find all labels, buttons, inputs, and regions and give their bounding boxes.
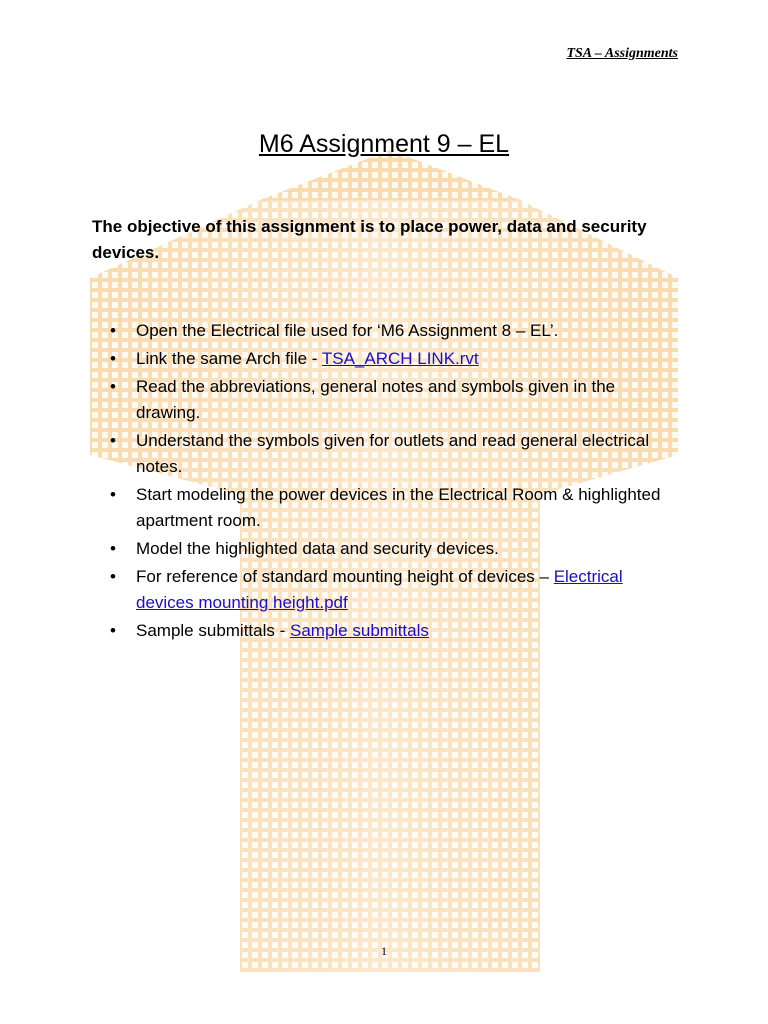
list-item <box>92 482 682 534</box>
objective-text: The objective of this assignment is to place power, data and security devices. <box>92 217 647 262</box>
list-item <box>92 618 682 644</box>
instructions-list <box>92 318 682 646</box>
list-item-text: Start modeling the power devices in the Electrical Room & highlighted apartment room. <box>136 485 661 530</box>
list-item-text: Model the highlighted data and security devices. <box>136 539 499 558</box>
bullet-icon: • <box>110 539 116 558</box>
list-item <box>92 346 682 372</box>
list-item-text: For reference of standard mounting height of devices – <box>136 567 554 586</box>
bullet-icon: • <box>110 349 116 368</box>
bullet-icon: • <box>110 485 116 504</box>
list-item-text: Sample submittals - <box>136 621 290 640</box>
list-item-text: Link the same Arch file - <box>136 349 322 368</box>
list-item <box>92 536 682 562</box>
list-item-text: Understand the symbols given for outlets and read general electrical notes. <box>136 431 650 476</box>
list-item <box>92 564 682 616</box>
list-item-text: Open the Electrical file used for ‘M6 Assignment 8 – EL’. <box>136 321 559 340</box>
mounting-height-link[interactable]: Electrical devices mounting height.pdf <box>136 567 623 612</box>
bullet-icon: • <box>110 567 116 586</box>
list-item <box>92 374 682 426</box>
arch-file-link[interactable]: TSA_ARCH LINK.rvt <box>321 349 479 368</box>
page-number: 1 <box>381 944 387 958</box>
list-item <box>92 318 682 344</box>
sample-submittals-link[interactable]: Sample submittals <box>290 621 429 640</box>
list-item <box>92 428 682 480</box>
bullet-icon: • <box>110 621 116 640</box>
bullet-icon: • <box>110 431 116 450</box>
page-title: M6 Assignment 9 – EL <box>258 130 510 158</box>
page-header: TSA – Assignments <box>566 46 678 61</box>
list-item-text: Read the abbreviations, general notes and symbols given in the drawing. <box>136 377 616 422</box>
bullet-icon: • <box>110 321 116 340</box>
bullet-icon: • <box>110 377 116 396</box>
